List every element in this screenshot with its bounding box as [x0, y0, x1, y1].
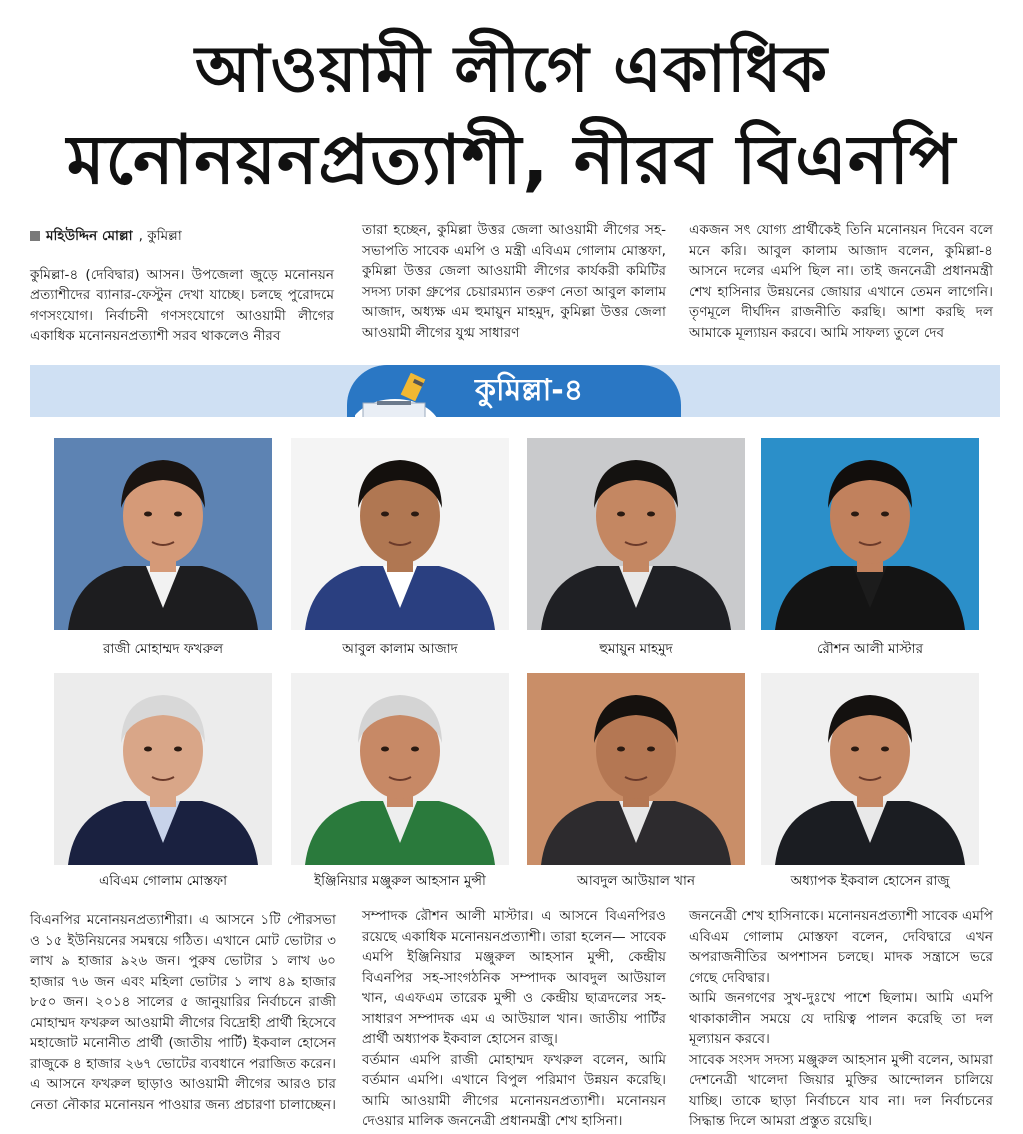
- article-column-1: [30, 226, 334, 347]
- candidate-name-caption: ইঞ্জিনিয়ার মঞ্জুরুল আহসান মুন্সী: [314, 873, 486, 889]
- candidate-name-caption: অধ্যাপক ইকবাল হোসেন রাজু: [790, 873, 950, 889]
- candidate-photo: [291, 438, 509, 630]
- section-banner-tab: [347, 365, 681, 417]
- paragraph: তারা হচ্ছেন, কুমিল্লা উত্তর জেলা আওয়ামী লীগের সহ-সভাপতি সাবেক এমপি ও মন্ত্রী এবিএম গোলাম মোস্তফা, কুমিল্লা উত্তর জেলা আওয়ামী লীগের কার্যকরী কমিটির সদস্য ঢাকা গ্রুপের চেয়ারম্যান তরুণ নেতা আবুল কালাম আজাদ, অধ্যক্ষ এম হুমায়ুন মাহমুদ, কুমিল্লা উত্তর জেলা আওয়ামী লীগের যুগ্ম সাধারণ: [362, 222, 666, 341]
- author-name: মহিউদ্দিন মোল্লা: [46, 228, 133, 244]
- candidate-photo: [527, 438, 745, 630]
- paragraph: বর্তমান এমপি রাজী মোহাম্মদ ফখরুল বলেন, আমি বর্তমান এমপি। এখানে বিপুল পরিমাণ উন্নয়ন করেছি। আমি আওয়ামী লীগের মনোনয়নপ্রত্যাশী। মনোনয়ন দেওয়ার মালিক জননেত্রী প্রধানমন্ত্রী শেখ হাসিনা।: [362, 1051, 666, 1129]
- candidate-name-caption: হুমায়ুন মাহমুদ: [599, 641, 673, 657]
- candidate-name-caption: রৌশন আলী মাস্টার: [816, 641, 924, 657]
- paragraph: কুমিল্লা-৪ (দেবিদ্বার) আসন। উপজেলা জুড়ে মনোনয়ন প্রত্যাশীদের ব্যানার-ফেস্টুন দেখা যাচ্ছে। চলছে পুরোদমে গণসংযোগ। নির্বাচনী গণসংযোগে আওয়ামী লীগের একাধিক মনোনয়নপ্রত্যাশী সরব থাকলেও নীরব: [30, 266, 334, 344]
- article-column-6: [689, 906, 993, 1132]
- candidate-photo: [54, 673, 272, 865]
- article-column-5: [362, 906, 666, 1132]
- candidate-photo: [291, 673, 509, 865]
- paragraph: সাবেক সংসদ সদস্য মঞ্জুরুল আহসান মুন্সী বলেন, আমরা দেশনেত্রী খালেদা জিয়ার মুক্তির আন্দোলন চালিয়ে যাচ্ছি। তাকে ছাড়া নির্বাচনে যাব না। দল নির্বাচনের সিদ্ধান্ত দিলে আমরা প্রস্তুত রয়েছি।: [689, 1051, 993, 1129]
- candidate-photo: [761, 438, 979, 630]
- headline-line-2: মনোনয়নপ্রত্যাশী, নীরব বিএনপি: [66, 121, 957, 200]
- ballot-box-icon: [355, 373, 445, 417]
- paragraph: জননেত্রী শেখ হাসিনাকে। মনোনয়নপ্রত্যাশী সাবেক এমপি এবিএম গোলাম মোস্তফা বলেন, দেবিদ্বারে এখন অপরাজনীতির অপশাসন চলছে। মাদক সন্ত্রাসে ভরে গেছে দেবিদ্বার।: [689, 908, 993, 986]
- candidate-name-caption: আবুল কালাম আজাদ: [342, 641, 458, 657]
- byline-location: , কুমিল্লা: [138, 228, 182, 244]
- article-column-4: [30, 910, 336, 1115]
- article-column-2: [362, 220, 666, 343]
- candidate-photo: [527, 673, 745, 865]
- bullet-square-icon: [30, 231, 40, 241]
- constituency-title: কুমিল্লা-৪: [475, 373, 584, 408]
- byline: [30, 226, 334, 247]
- candidate-photo: [761, 673, 979, 865]
- paragraph: একজন সৎ যোগ্য প্রার্থীকেই তিনি মনোনয়ন দিবেন বলে মনে করি। আবুল কালাম আজাদ বলেন, কুমিল্লা-৪ আসনে দলের এমপি ছিল না। তাই জননেত্রী প্রধানমন্ত্রী শেখ হাসিনার উন্নয়নের জোয়ার এখানে তেমন লাগেনি। তৃণমূলে দীর্ঘদিন রাজনীতি করছি। আশা করছি দল আমাকে মূল্যায়ন করবে। আমি সাফল্য তুলে দেব: [689, 222, 993, 341]
- paragraph: সম্পাদক রৌশন আলী মাস্টার। এ আসনে বিএনপিরও রয়েছে একাধিক মনোনয়নপ্রত্যাশী। তারা হলেন— সাবেক এমপি ইঞ্জিনিয়ার মঞ্জুরুল আহসান মুন্সী, কেন্দ্রীয় বিএনপির সহ-সাংগঠনিক সম্পাদক আবদুল আউয়াল খান, এএফএম তারেক মুন্সী ও কেন্দ্রীয় ছাত্রদলের সহ-সাধারণ সম্পাদক এম এ আউয়াল খান। জাতীয় পার্টির প্রার্থী অধ্যাপক ইকবাল হোসেন রাজু।: [362, 908, 666, 1047]
- article-column-3: [689, 220, 993, 343]
- headline-line-1: আওয়ামী লীগে একাধিক: [194, 33, 829, 107]
- candidate-name-caption: রাজী মোহাম্মদ ফখরুল: [102, 641, 224, 657]
- candidate-name-caption: আবদুল আউয়াল খান: [576, 873, 696, 889]
- candidate-photo: [54, 438, 272, 630]
- paragraph: আমি জনগণের সুখ-দুঃখে পাশে ছিলাম। আমি এমপি থাকাকালীন সময়ে যে দায়িত্ব পালন করেছি তা দল মূল্যায়ন করবে।: [689, 990, 993, 1047]
- paragraph: বিএনপির মনোনয়নপ্রত্যাশীরা। এ আসনে ১টি পৌরসভা ও ১৫ ইউনিয়নের সমন্বয়ে গঠিত। এখানে মোট ভোটার ৩ লাখ ৯ হাজার ৯২৬ জন। পুরুষ ভোটার ১ লাখ ৬০ হাজার ৭৬ জন এবং মহিলা ভোটার ১ লাখ ৪৯ হাজার ৮৫০ জন। ২০১৪ সালের ৫ জানুয়ারির নির্বাচনে রাজী মোহাম্মদ ফখরুল আওয়ামী লীগের বিদ্রোহী প্রার্থী হিসেবে মহাজোট মনোনীত প্রার্থী (জাতীয় পার্টি) ইকবাল হোসেন রাজুকে ৪ হাজার ২৬৭ ভোটের ব্যবধানে পরাজিত করেন। এ আসনে ফখরুল ছাড়াও আওয়ামী লীগের আরও চার নেতা নৌকার মনোনয়ন পাওয়ার জন্য প্রচারণা চালাচ্ছেন।: [30, 912, 336, 1113]
- candidate-name-caption: এবিএম গোলাম মোস্তফা: [98, 873, 228, 889]
